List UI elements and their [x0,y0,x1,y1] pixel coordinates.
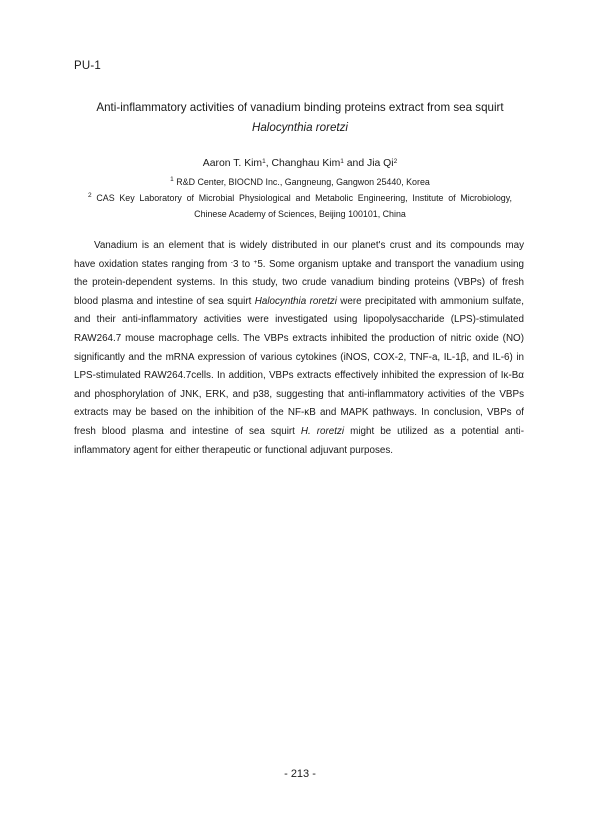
affiliation-text: CAS Key Laboratory of Microbial Physiological and Metabolic Engineering, Institute of Microbiology, Chinese Academy of Sciences, Beijing 100101, China [96,193,512,219]
species-name: H. roretzi [300,425,345,437]
abstract-text: might be utilized as a potential anti-inflammatory agent for either therapeutic or functional adjuvant purposes. [74,425,525,456]
title-species: Halocynthia roretzi [251,121,348,134]
abstract-text: were precipitated with ammonium sulfate, and their anti-inflammatory activities were investigated using lipopolysaccharide (LPS)-stimulated RAW264.7 mouse macrophage cells. The VBPs extracts inhibited the production of nitric oxide (NO) significantly and the mRNA expression of various cytokines (iNOS, COX-2, TNF-a, IL-1β, and IL-6) in LPS-stimulated RAW264.7cells. In addition, VBPs extracts effectively inhibited the expression of Iκ-Bα and phosphorylation of JNK, ERK, and p38, suggesting that anti-inflammatory activities of the VBPs extracts may be based on the inhibition of the NF-κB and MAPK pathways. In conclusion, VBPs of fresh blood plasma and intestine of sea squirt [74,295,524,437]
affiliation-1 [60,175,540,189]
poster-code: PU-1 [74,60,102,72]
charge-sign: - [230,258,233,266]
abstract-text: 3 to [232,258,254,270]
author-affiliation-mark: 1 [340,158,344,165]
abstract-paragraph [74,237,524,460]
author-list [60,155,540,173]
author-conjunction: and [343,158,367,169]
author-name: Changhau Kim [271,158,341,169]
author-name: Jia Qi [367,158,394,169]
affiliation-mark: 2 [88,192,92,199]
affiliation-text: R&D Center, BIOCND Inc., Gangneung, Gangwon 25440, Korea [176,177,430,187]
author-affiliation-mark: 1 [262,158,266,165]
species-name: Halocynthia roretzi [254,295,337,307]
title-text: Anti-inflammatory activities of vanadium binding proteins extract from sea squirt [96,101,504,114]
author-separator: , [265,158,272,169]
abstract [74,237,524,460]
page-number: - 213 - [284,768,316,780]
abstract-text: Vanadium is an element that is widely distributed in our planet's crust and its compounds may have oxidation states ranging from [74,240,524,270]
charge-sign: + [253,258,258,266]
abstract-text: 5. Some organism uptake and transport the vanadium using the protein-dependent systems. In this study, two crude vanadium binding proteins (VBPs) of fresh blood plasma and intestine of sea squirt [74,258,525,307]
paper-title [60,98,540,138]
affiliation-2 [88,190,512,222]
affiliation-mark: 1 [170,176,174,183]
author-name: Aaron T. Kim [202,158,263,169]
author-affiliation-mark: 2 [393,158,398,165]
